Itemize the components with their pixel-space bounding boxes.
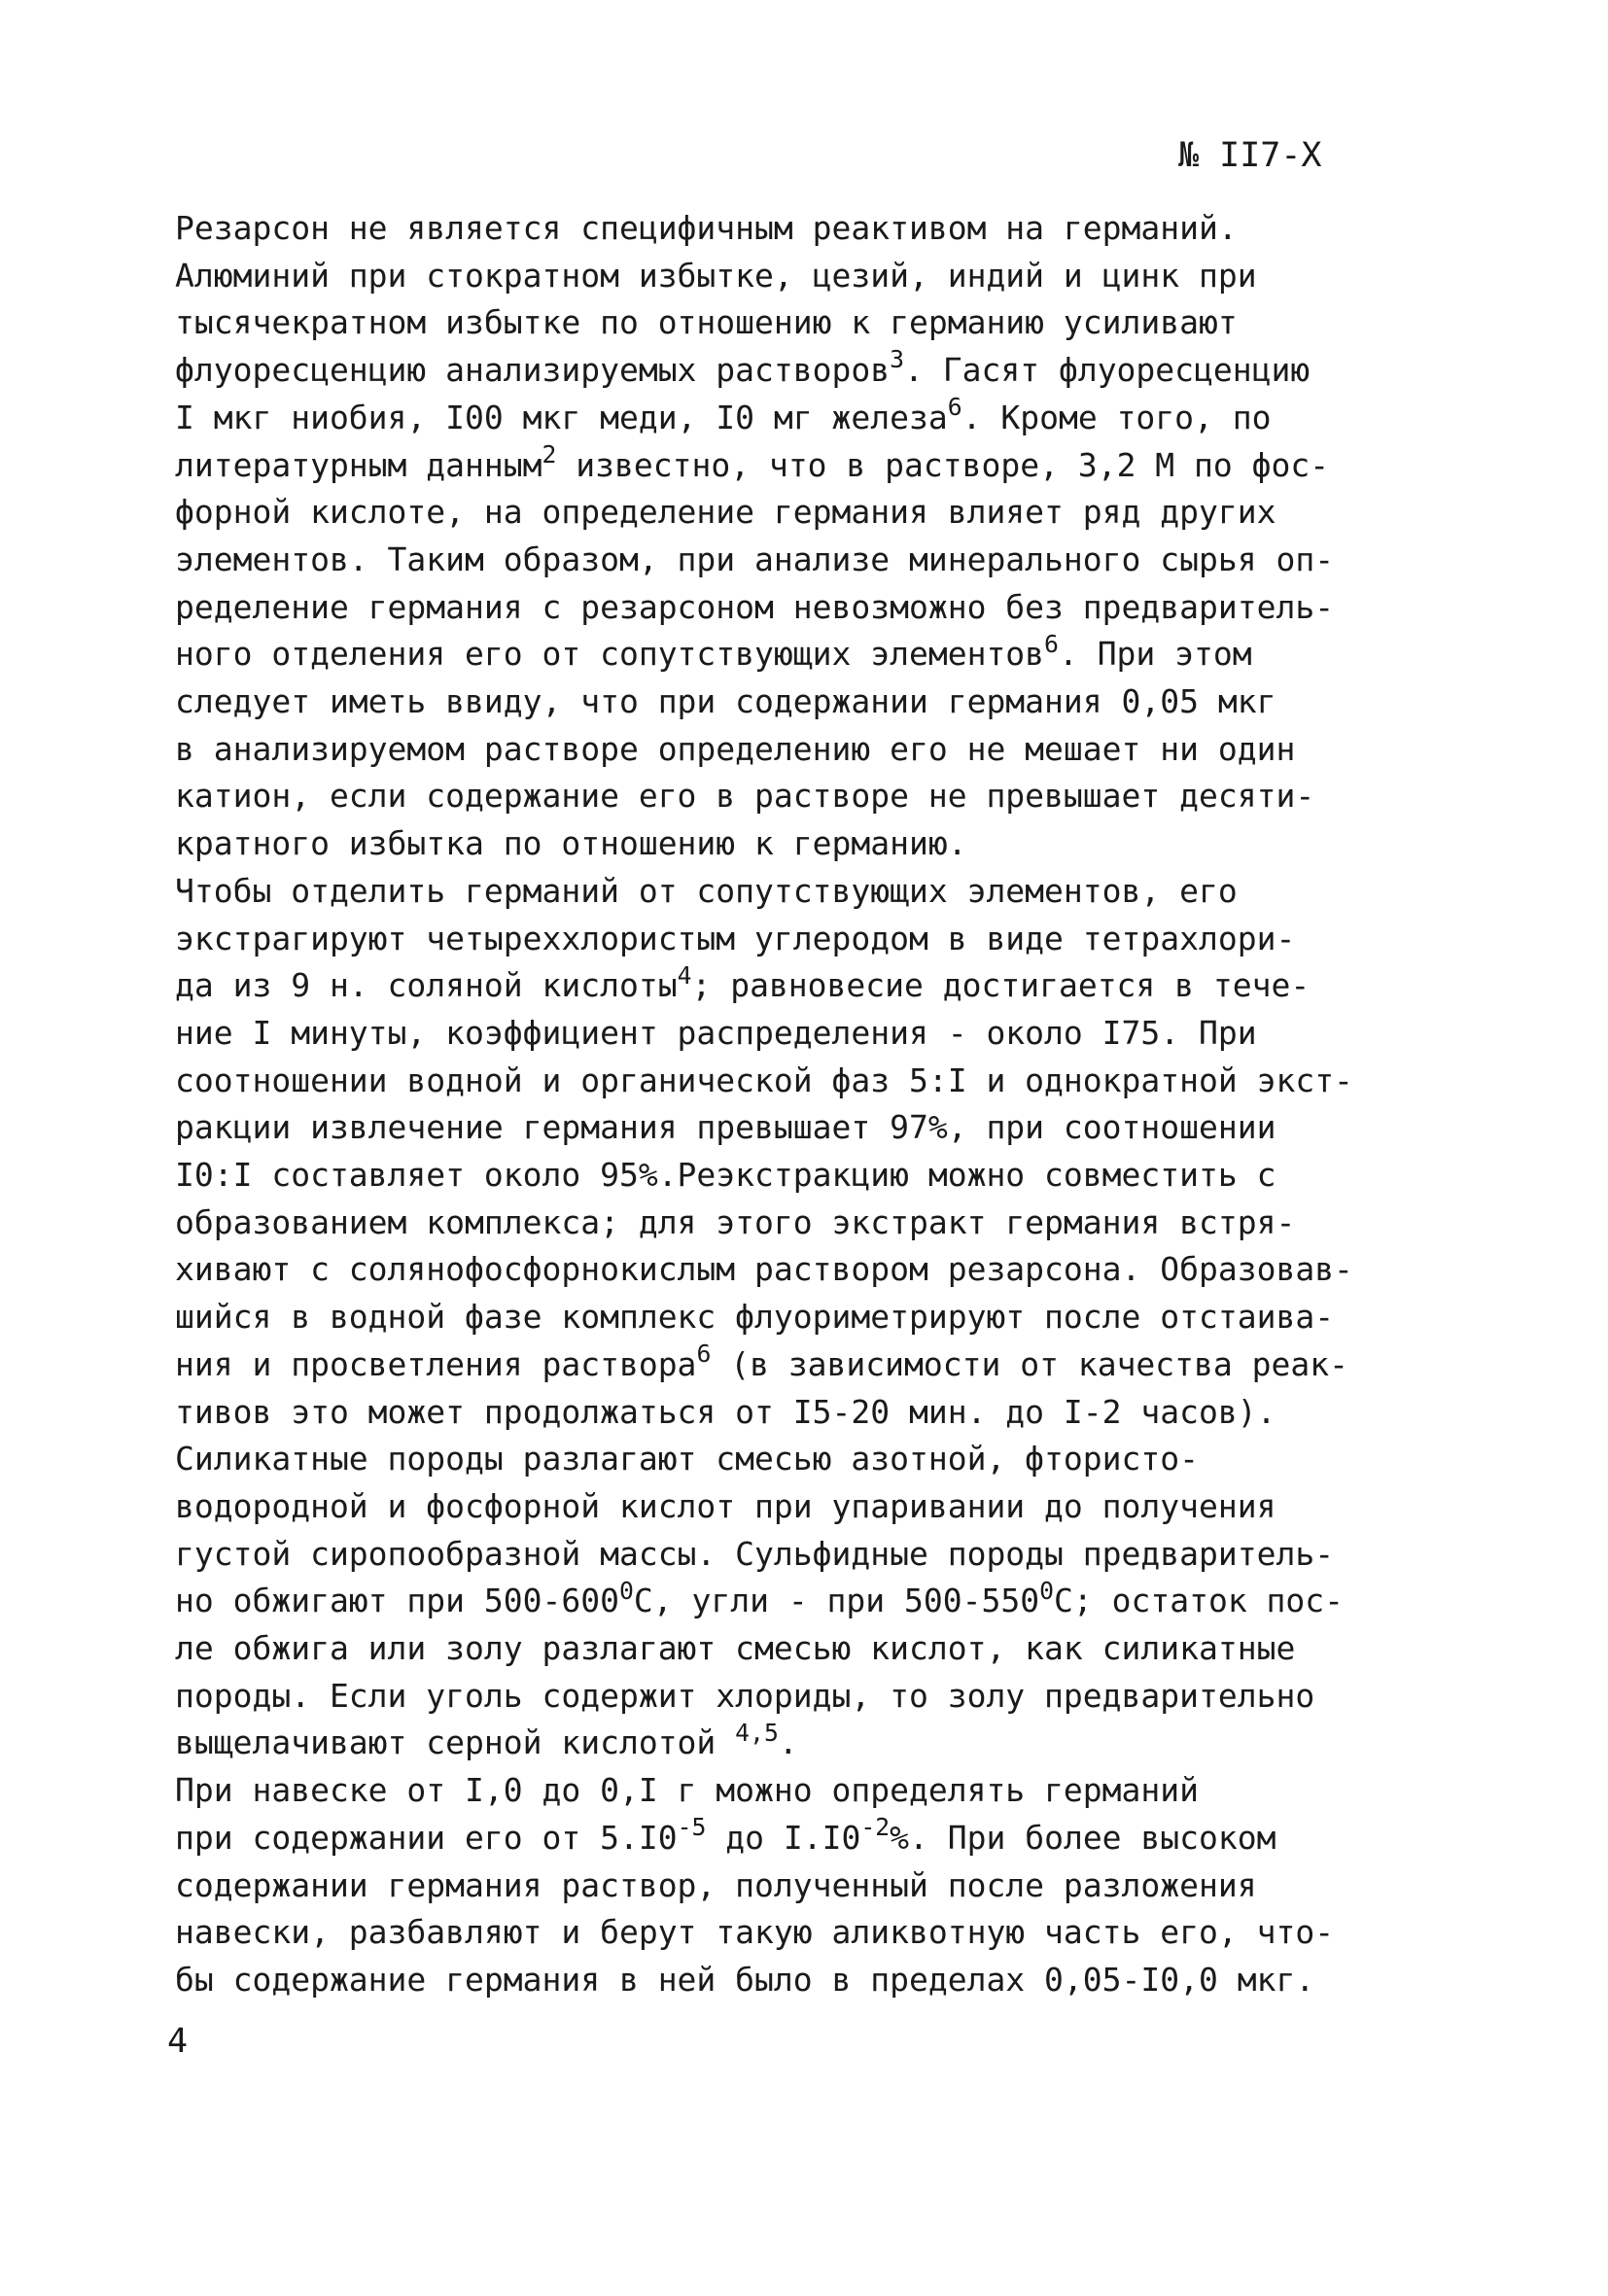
text-line-tail: ; равновесие достигается в тече- (691, 966, 1311, 1005)
superscript: 3 (890, 345, 905, 374)
text-line-tail: С; остаток пос- (1054, 1582, 1345, 1620)
superscript: 2 (542, 439, 557, 469)
text-line-tail: . При этом (1058, 635, 1252, 674)
superscript: 4,5 (735, 1718, 779, 1747)
text-line (175, 1771, 1199, 1810)
text-line (175, 209, 1238, 248)
text-line-main: I0:I составляет около 95%.Реэкстракцию можно совместить с (175, 1156, 1276, 1194)
text-line (175, 439, 1330, 485)
text-line-main: соотношении водной и органической фаз 5:I и однократной экст- (175, 1061, 1353, 1099)
text-line (175, 1339, 1348, 1384)
text-line-main: бы содержание германия в ней было в пределах 0,05-I0,0 мкг. (175, 1960, 1315, 1999)
text-line (175, 1913, 1334, 1952)
text-line-main: форной кислоте, на определение германия влияет ряд других (175, 493, 1276, 532)
text-line-tail: С, угли - при 500-550 (633, 1582, 1040, 1620)
text-line-main: шийся в водной фазе комплекс флуориметрируют после отстаива- (175, 1298, 1335, 1337)
text-line (175, 960, 1311, 1005)
text-line-tail: известно, что в растворе, 3,2 М по фос- (556, 445, 1330, 484)
text-line (175, 393, 1272, 437)
text-line-main: ракции извлечение германия превышает 97%, при соотношении (175, 1108, 1276, 1147)
text-line (175, 1108, 1276, 1147)
text-line-tail: . Кроме того, по (961, 398, 1272, 436)
text-line-main: Силикатные породы разлагают смесью азотной, фтористо- (175, 1440, 1199, 1478)
text-line (175, 493, 1276, 532)
text-line (175, 920, 1295, 958)
superscript: 6 (1044, 629, 1059, 658)
text-line (175, 1677, 1314, 1716)
text-line (175, 1156, 1276, 1195)
text-line (175, 1629, 1295, 1668)
text-line-main: но обжигают при 500-600 (175, 1582, 619, 1620)
text-line (175, 1203, 1295, 1242)
text-line-main: литературным данным (175, 445, 542, 484)
text-line-main: хивают с солянофосфорнокислым раствором резарсона. Образовав- (175, 1250, 1353, 1289)
text-line (175, 1440, 1199, 1478)
text-line-main: ного отделения его от сопутствующих элементов (175, 635, 1045, 674)
superscript: 0 (618, 1576, 634, 1605)
text-line (175, 824, 967, 863)
text-line (175, 1298, 1334, 1337)
superscript: -2 (860, 1813, 891, 1842)
text-line-main: I мкг ниобия, I00 мкг меди, I0 мг железа (175, 398, 948, 436)
text-line-main: при содержании его от 5.I0 (175, 1818, 678, 1857)
text-line (175, 1866, 1257, 1905)
text-line-main: тивов это может продолжаться от I5-20 мин. до I-2 часов). (175, 1392, 1276, 1431)
text-line-main: да из 9 н. соляной кислоты (175, 966, 678, 1005)
text-line-main: ния и просветления раствора (175, 1344, 697, 1383)
text-line-tail: . (778, 1723, 798, 1762)
text-line-main: кратного избытка по отношению к германию. (175, 824, 967, 863)
text-line-main: элементов. Таким образом, при анализе минерального сырья оп- (175, 539, 1335, 578)
text-line-main: Алюминий при стократном избытке, цезий, индий и цинк при (175, 256, 1257, 295)
superscript: 6 (696, 1339, 712, 1369)
text-line (175, 257, 1257, 296)
text-line-main: выщелачивают серной кислотой (175, 1723, 736, 1762)
text-line-tail: (в зависимости от качества реак- (711, 1344, 1348, 1383)
text-line (175, 1250, 1353, 1289)
text-line (175, 1061, 1353, 1100)
text-line-main: ределение германия с резарсоном невозможно без предваритель- (175, 587, 1335, 626)
text-line (175, 872, 1238, 911)
text-line (175, 1961, 1314, 2000)
text-line-main: следует иметь ввиду, что при содержании германия 0,05 мкг (175, 682, 1276, 720)
document-number: № II7-X (1178, 136, 1322, 175)
superscript: 6 (947, 393, 962, 422)
text-line (175, 730, 1295, 769)
text-line-main: содержании германия раствор, полученный после разложения (175, 1865, 1257, 1904)
page-number: 4 (167, 2022, 189, 2061)
text-line (175, 1014, 1257, 1053)
text-line (175, 1535, 1334, 1574)
text-line-main: породы. Если уголь содержит хлориды, то золу предварительно (175, 1676, 1315, 1715)
text-line (175, 540, 1334, 579)
superscript: 4 (677, 960, 692, 990)
text-line (175, 1576, 1345, 1620)
text-line (175, 682, 1276, 721)
text-line-tail: . Гасят флуоресценцию (904, 351, 1311, 390)
text-line (175, 1718, 798, 1762)
text-line-main: катион, если содержание его в растворе не превышает десяти- (175, 777, 1315, 816)
text-line-main: При навеске от I,0 до 0,I г можно определять германий (175, 1771, 1199, 1810)
text-line (175, 1393, 1276, 1432)
text-line-main: ние I минуты, коэффициент распределения - около I75. При (175, 1013, 1257, 1052)
superscript: -5 (677, 1813, 707, 1842)
text-line-main: флуоресценцию анализируемых растворов (175, 351, 891, 390)
text-line-main: Чтобы отделить германий от сопутствующих элементов, его (175, 871, 1238, 910)
text-line (175, 303, 1238, 342)
superscript: 0 (1039, 1576, 1055, 1605)
text-line (175, 345, 1311, 390)
text-line (175, 629, 1252, 674)
text-line-main: Резарсон не является специфичным реактивом на германий. (175, 209, 1238, 247)
text-line (175, 777, 1314, 816)
text-line (175, 1813, 1276, 1858)
text-line-main: навески, разбавляют и берут такую аликвотную часть его, что- (175, 1913, 1335, 1952)
text-line-main: тысячекратном избытке по отношению к германию усиливают (175, 303, 1238, 342)
text-line-main: водородной и фосфорной кислот при упаривании до получения (175, 1486, 1276, 1525)
text-line-main: в анализируемом растворе определению его не мешает ни один (175, 729, 1296, 768)
text-line (175, 588, 1334, 627)
text-line-main: ле обжига или золу разлагают смесью кислот, как силикатные (175, 1629, 1296, 1667)
text-line-main: густой сиропообразной массы. Сульфидные породы предваритель- (175, 1534, 1335, 1573)
text-line (175, 1487, 1276, 1526)
text-line-main: экстрагируют четыреххлористым углеродом в виде тетрахлори- (175, 919, 1296, 957)
text-line-tail: %. При более высоком (890, 1818, 1276, 1857)
text-line-main: образованием комплекса; для этого экстракт германия встря- (175, 1202, 1296, 1241)
text-line-tail: до I.I0 (706, 1818, 861, 1857)
